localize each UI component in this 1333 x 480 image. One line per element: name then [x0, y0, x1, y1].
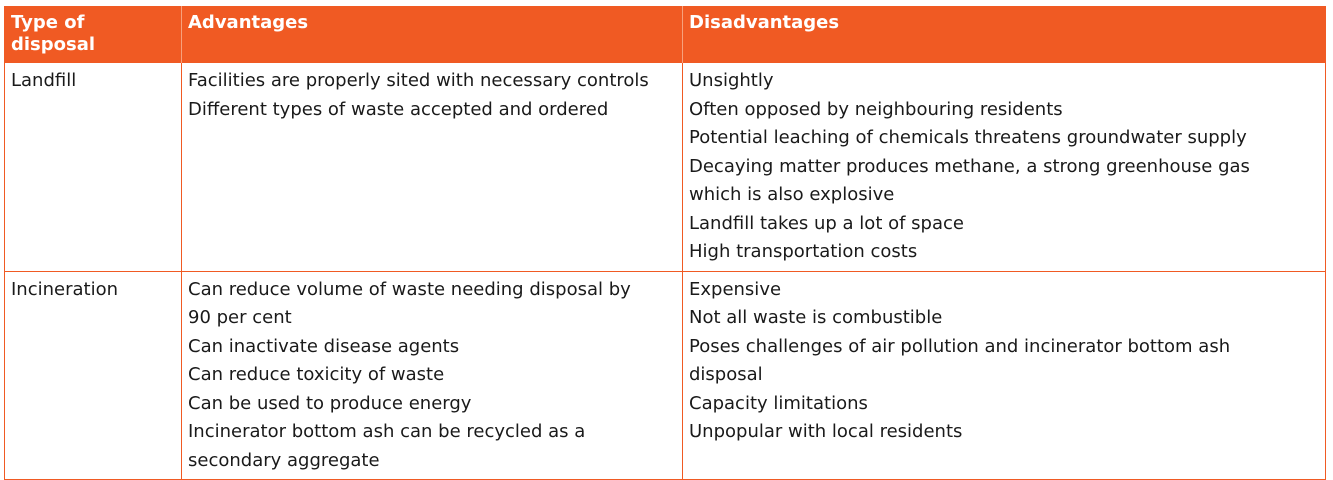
table-row	[5, 63, 1326, 272]
disadvantage-item: Often opposed by neighbouring residents	[689, 98, 1063, 120]
cell-disadvantages	[683, 63, 1326, 272]
cell-advantages	[182, 271, 683, 480]
cell-advantages	[182, 63, 683, 272]
table-body	[5, 63, 1326, 480]
cell-disadvantages	[683, 271, 1326, 480]
table-header-row	[5, 6, 1326, 63]
disadvantage-item: Expensive	[689, 278, 782, 300]
disadvantage-item: Poses challenges of air pollution and incinerator bottom ash disposal	[689, 335, 1231, 385]
advantage-item: Incinerator bottom ash can be recycled as a secondary aggregate	[188, 421, 586, 471]
disadvantage-item: Potential leaching of chemicals threatens groundwater supply	[689, 127, 1247, 148]
disadvantage-item: High transportation costs	[689, 241, 918, 262]
waste-disposal-table	[4, 6, 1326, 480]
disadvantage-item: Unpopular with local residents	[689, 421, 963, 442]
header-type-of-disposal	[5, 6, 182, 63]
header-advantages	[182, 6, 683, 63]
advantage-item: Different types of waste accepted and ordered	[188, 98, 609, 120]
table-row	[5, 271, 1326, 480]
advantage-item: Can reduce toxicity of waste	[188, 364, 445, 385]
cell-type	[5, 63, 182, 272]
disadvantage-item: Capacity limitations	[689, 392, 868, 414]
disadvantage-item: Not all waste is combustible	[689, 307, 943, 328]
cell-type	[5, 271, 182, 480]
advantage-item: Can be used to produce energy	[188, 392, 472, 414]
disadvantage-item: Decaying matter produces methane, a strong greenhouse gas which is also explosive	[689, 155, 1250, 205]
disadvantage-item: Landfill takes up a lot of space	[689, 212, 964, 234]
header-label: Type of disposal	[11, 12, 96, 55]
header-label: Advantages	[188, 12, 309, 33]
advantage-item: Can reduce volume of waste needing disposal by 90 per cent	[188, 278, 631, 328]
advantage-item: Can inactivate disease agents	[188, 335, 460, 357]
disposal-type-label: Incineration	[11, 278, 119, 300]
header-disadvantages	[683, 6, 1326, 63]
advantage-item: Facilities are properly sited with necessary controls	[188, 70, 649, 91]
disposal-type-label: Landfill	[11, 70, 77, 91]
header-label: Disadvantages	[689, 12, 840, 33]
disadvantage-item: Unsightly	[689, 70, 774, 91]
